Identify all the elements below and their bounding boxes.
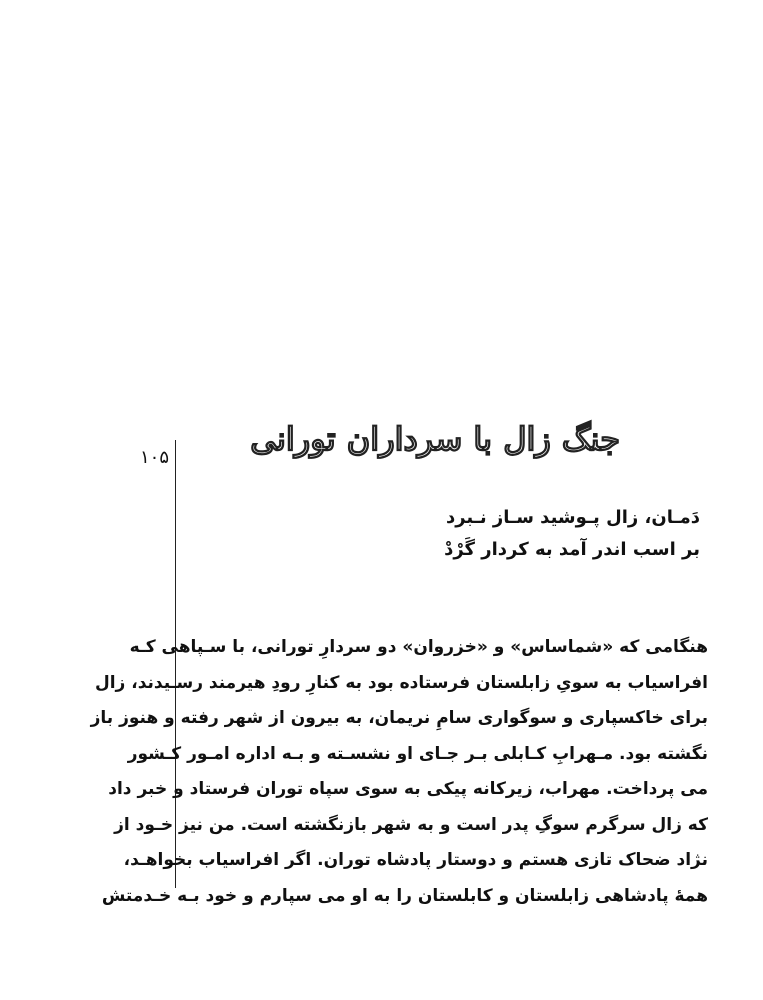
- body-line: افراسیاب به سویِ زابلستان فرستاده بود به کنارِ رودِ هیرمند رسـیدند، زال: [94, 672, 708, 693]
- body-line: همهٔ پادشاهی زابلستان و کابلستان را به او می سپارم و خود بـه خـدمتش: [101, 885, 708, 906]
- body-line: نگشته بود. مـهرابِ کـابلی بـر جـای او نشسـته و بـه اداره امـور کـشور: [127, 743, 708, 764]
- body-line: نژاد ضحاک تازی هستم و دوستار پادشاه توران. اگر افراسیاب بخواهـد،: [123, 850, 708, 870]
- page-number: ۱۰۵: [140, 447, 170, 468]
- chapter-title: جنگ زال با سرداران تورانی: [250, 420, 620, 458]
- body-line: هنگامی که «شماساس» و «خزروان» دو سردارِ تورانی، با سـپاهی کـه: [129, 637, 708, 657]
- body-line: که زال سرگرم سوگِ پدر است و به شهر بازنگشته است. من نیز خـود از: [114, 814, 708, 835]
- body-line: می پرداخت. مهراب، زیرکانه پیکی به سوی سپاه توران فرستاد و خبر داد: [108, 779, 708, 799]
- body-paragraph: [90, 630, 708, 914]
- verse-line-1: دَمـان، زال پـوشید سـاز نـبرد: [445, 507, 700, 528]
- body-line: برای خاکسپاری و سوگواری سامِ نریمان، به بیرون از شهر رفته و هنوز باز: [90, 708, 708, 728]
- verse-line-2: بر اسب اندر آمد به کردار گَرْدْ: [444, 539, 700, 560]
